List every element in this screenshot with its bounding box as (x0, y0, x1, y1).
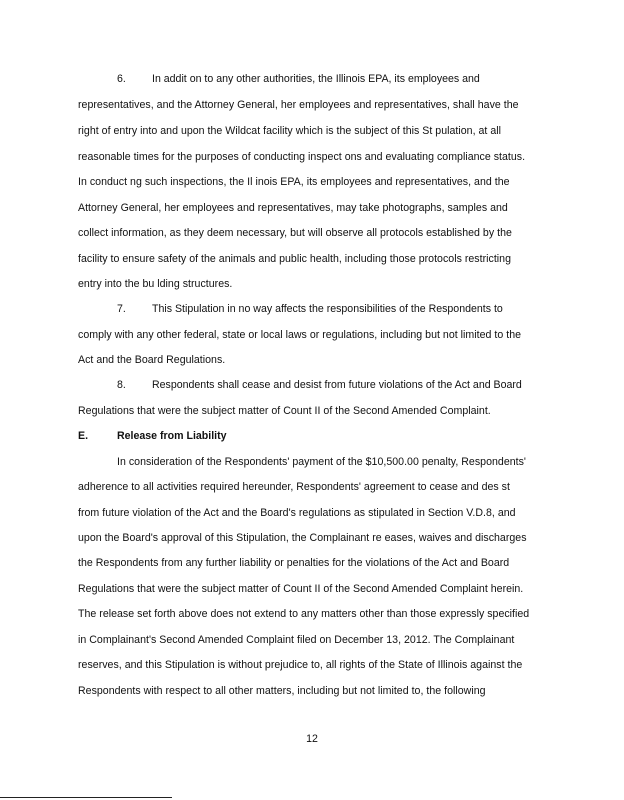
paragraph-line: upon the Board's approval of this Stipulation, the Complainant re eases, waives and discharges (78, 532, 527, 544)
footer-rule (0, 797, 172, 798)
paragraph-line: in Complainant's Second Amended Complaint filed on December 13, 2012. The Complainant (78, 634, 515, 646)
paragraph-line: The release set forth above does not extend to any matters other than those expressly specified (78, 608, 530, 620)
paragraph-line: Attorney General, her employees and representatives, may take photographs, samples and (78, 202, 508, 214)
paragraph-line: In addit on to any other authorities, the Illinois EPA, its employees and (152, 73, 480, 85)
paragraph-line: collect information, as they deem necessary, but will observe all protocols established by the (78, 227, 512, 239)
section-heading: Release from Liability (117, 430, 227, 442)
paragraph-line: Act and the Board Regulations. (78, 354, 226, 366)
paragraph-line: Respondents shall cease and desist from future violations of the Act and Board (152, 379, 522, 391)
paragraph-line: from future violation of the Act and the Board's regulations as stipulated in Section V.D.8, and (78, 507, 516, 519)
paragraph-line: Regulations that were the subject matter of Count II of the Second Amended Complaint herein. (78, 583, 524, 595)
paragraph-line: facility to ensure safety of the animals and public health, including those protocols restricting (78, 253, 511, 265)
paragraph-number: 7. (117, 303, 126, 315)
paragraph-line: the Respondents from any further liability or penalties for the violations of the Act and Board (78, 557, 510, 569)
paragraph-line: Respondents with respect to all other matters, including but not limited to, the following (78, 685, 486, 697)
section-letter: E. (78, 430, 89, 442)
paragraph-number: 8. (117, 379, 126, 391)
paragraph-line: entry into the bu lding structures. (78, 278, 233, 290)
paragraph-line: reserves, and this Stipulation is without prejudice to, all rights of the State of Illinois against the (78, 659, 523, 671)
paragraph-line: In consideration of the Respondents' payment of the $10,500.00 penalty, Respondents' (117, 456, 526, 468)
paragraph-line: In conduct ng such inspections, the Il inois EPA, its employees and representatives, and the (78, 176, 510, 188)
paragraph-line: comply with any other federal, state or local laws or regulations, including but not limited to the (78, 329, 522, 341)
paragraph-line: reasonable times for the purposes of conducting inspect ons and evaluating compliance status. (78, 151, 526, 163)
paragraph-number: 6. (117, 73, 126, 85)
page-number: 12 (306, 733, 318, 745)
paragraph-line: right of entry into and upon the Wildcat facility which is the subject of this St pulation, at all (78, 125, 501, 137)
paragraph-line: This Stipulation in no way affects the responsibilities of the Respondents to (152, 303, 503, 315)
paragraph-line: adherence to all activities required hereunder, Respondents' agreement to cease and des st (78, 481, 510, 493)
paragraph-line: representatives, and the Attorney General, her employees and representatives, shall have the (78, 99, 519, 111)
paragraph-line: Regulations that were the subject matter of Count II of the Second Amended Complaint. (78, 405, 491, 417)
